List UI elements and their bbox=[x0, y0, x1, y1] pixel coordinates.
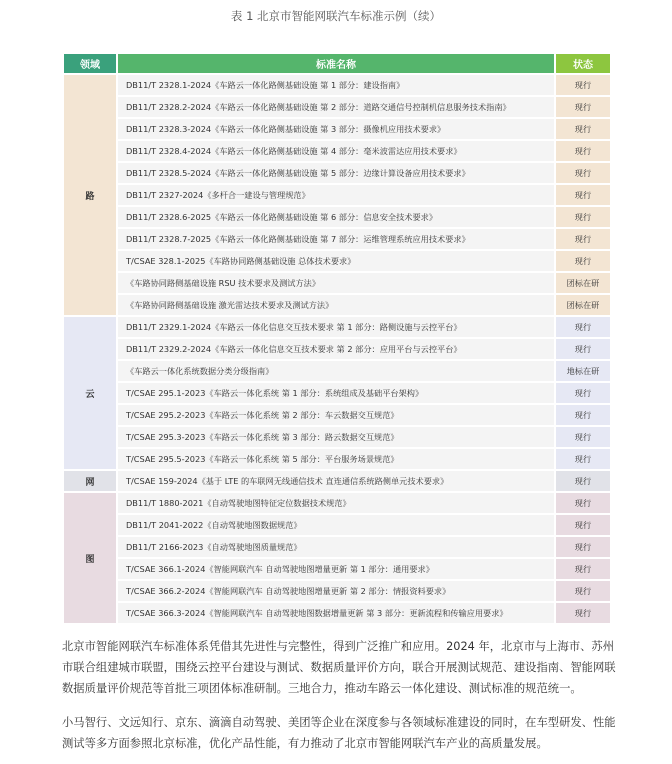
table-row bbox=[64, 207, 610, 227]
table-row bbox=[64, 537, 610, 557]
standard-name-cell: DB11/T 2328.6-2025《车路云一体化路侧基础设施 第 6 部分：信息安全技术要求》 bbox=[118, 207, 554, 227]
status-cell: 现行 bbox=[556, 427, 610, 447]
domain-cell: 图 bbox=[64, 493, 116, 623]
domain-cell: 路 bbox=[64, 75, 116, 315]
table-row bbox=[64, 405, 610, 425]
standard-name-cell: T/CSAE 366.3-2024《智能网联汽车 自动驾驶地图数据增量更新 第 3 部分：更新流程和传输应用要求》 bbox=[118, 603, 554, 623]
standard-name-cell: 《车路协同路侧基础设施 RSU 技术要求及测试方法》 bbox=[118, 273, 554, 293]
standard-name-cell: T/CSAE 159-2024《基于 LTE 的车联网无线通信技术 直连通信系统路侧单元技术要求》 bbox=[118, 471, 554, 491]
standard-name-cell: T/CSAE 295.3-2023《车路云一体化系统 第 3 部分：路云数据交互规范》 bbox=[118, 427, 554, 447]
standard-name-cell: DB11/T 2328.3-2024《车路云一体化路侧基础设施 第 3 部分：摄像机应用技术要求》 bbox=[118, 119, 554, 139]
header-status: 状态 bbox=[556, 54, 610, 73]
paragraph-city-alliance: 北京市智能网联汽车标准体系凭借其先进性与完整性，得到广泛推广和应用。2024 年，北京市与上海市、苏州市联合组建城市联盟，围绕云控平台建设与测试、数据质量评价方向，联合开展测试规范、建设指南、智能网联数据质量评价规范等首批三项团体标准研制。三地合力，推动车路云一体化建设、测试标准的规范统一。 bbox=[62, 640, 616, 695]
status-cell: 现行 bbox=[556, 75, 610, 95]
status-cell: 地标在研 bbox=[556, 361, 610, 381]
table-row bbox=[64, 317, 610, 337]
standard-name-cell: DB11/T 2328.4-2024《车路云一体化路侧基础设施 第 4 部分：毫米波雷达应用技术要求》 bbox=[118, 141, 554, 161]
table-row bbox=[64, 383, 610, 403]
table-row bbox=[64, 559, 610, 579]
status-cell: 现行 bbox=[556, 119, 610, 139]
status-cell: 团标在研 bbox=[556, 295, 610, 315]
standard-name-cell: T/CSAE 295.5-2023《车路云一体化系统 第 5 部分：平台服务场景规范》 bbox=[118, 449, 554, 469]
domain-cell: 云 bbox=[64, 317, 116, 469]
table-row bbox=[64, 603, 610, 623]
table-row bbox=[64, 427, 610, 447]
standard-name-cell: DB11/T 2328.5-2024《车路云一体化路侧基础设施 第 5 部分：边缘计算设备应用技术要求》 bbox=[118, 163, 554, 183]
status-cell: 现行 bbox=[556, 405, 610, 425]
table-row bbox=[64, 493, 610, 513]
standard-name-cell: 《车路云一体化系统数据分类分级指南》 bbox=[118, 361, 554, 381]
table-row bbox=[64, 295, 610, 315]
table-row bbox=[64, 119, 610, 139]
status-cell: 现行 bbox=[556, 251, 610, 271]
header-standard-name: 标准名称 bbox=[118, 54, 554, 73]
standard-name-cell: DB11/T 2328.7-2025《车路云一体化路侧基础设施 第 7 部分：运维管理系统应用技术要求》 bbox=[118, 229, 554, 249]
status-cell: 现行 bbox=[556, 537, 610, 557]
status-cell: 现行 bbox=[556, 141, 610, 161]
status-cell: 现行 bbox=[556, 229, 610, 249]
domain-cell: 网 bbox=[64, 471, 116, 491]
header-domain: 领域 bbox=[64, 54, 116, 73]
table-row bbox=[64, 141, 610, 161]
standard-name-cell: 《车路协同路侧基础设施 激光雷达技术要求及测试方法》 bbox=[118, 295, 554, 315]
standard-name-cell: T/CSAE 328.1-2025《车路协同路侧基础设施 总体技术要求》 bbox=[118, 251, 554, 271]
table-header-row bbox=[64, 54, 610, 73]
table-row bbox=[64, 75, 610, 95]
status-cell: 现行 bbox=[556, 97, 610, 117]
standard-name-cell: T/CSAE 366.1-2024《智能网联汽车 自动驾驶地图增量更新 第 1 部分：通用要求》 bbox=[118, 559, 554, 579]
table-body bbox=[64, 75, 610, 623]
table-row bbox=[64, 229, 610, 249]
table-row bbox=[64, 251, 610, 271]
table-row bbox=[64, 361, 610, 381]
status-cell: 团标在研 bbox=[556, 273, 610, 293]
standard-name-cell: DB11/T 1880-2021《自动驾驶地图特征定位数据技术规范》 bbox=[118, 493, 554, 513]
standard-name-cell: DB11/T 2329.2-2024《车路云一体化信息交互技术要求 第 2 部分：应用平台与云控平台》 bbox=[118, 339, 554, 359]
table-row bbox=[64, 581, 610, 601]
paragraph-enterprises: 小马智行、文远知行、京东、滴滴自动驾驶、美团等企业在深度参与各领域标准建设的同时，在车型研发、性能测试等多方面参照北京标准，优化产品性能，有力推动了北京市智能网联汽车产业的高质量发展。 bbox=[62, 716, 616, 750]
standard-name-cell: DB11/T 2328.2-2024《车路云一体化路侧基础设施 第 2 部分：道路交通信号控制机信息服务技术指南》 bbox=[118, 97, 554, 117]
status-cell: 现行 bbox=[556, 317, 610, 337]
standard-name-cell: T/CSAE 366.2-2024《智能网联汽车 自动驾驶地图增量更新 第 2 部分：情报资料要求》 bbox=[118, 581, 554, 601]
status-cell: 现行 bbox=[556, 493, 610, 513]
standard-name-cell: DB11/T 2041-2022《自动驾驶地图数据规范》 bbox=[118, 515, 554, 535]
standard-name-cell: T/CSAE 295.1-2023《车路云一体化系统 第 1 部分：系统组成及基础平台架构》 bbox=[118, 383, 554, 403]
table-row bbox=[64, 97, 610, 117]
table-row bbox=[64, 515, 610, 535]
status-cell: 现行 bbox=[556, 559, 610, 579]
status-cell: 现行 bbox=[556, 383, 610, 403]
table-row bbox=[64, 273, 610, 293]
status-cell: 现行 bbox=[556, 603, 610, 623]
standard-name-cell: DB11/T 2328.1-2024《车路云一体化路侧基础设施 第 1 部分：建设指南》 bbox=[118, 75, 554, 95]
status-cell: 现行 bbox=[556, 163, 610, 183]
table-row bbox=[64, 449, 610, 469]
standard-name-cell: T/CSAE 295.2-2023《车路云一体化系统 第 2 部分：车云数据交互规范》 bbox=[118, 405, 554, 425]
standards-table bbox=[62, 52, 612, 625]
status-cell: 现行 bbox=[556, 449, 610, 469]
table-row bbox=[64, 471, 610, 491]
status-cell: 现行 bbox=[556, 581, 610, 601]
standard-name-cell: DB11/T 2166-2023《自动驾驶地图质量规范》 bbox=[118, 537, 554, 557]
status-cell: 现行 bbox=[556, 471, 610, 491]
status-cell: 现行 bbox=[556, 185, 610, 205]
table-row bbox=[64, 163, 610, 183]
table-row bbox=[64, 185, 610, 205]
standard-name-cell: DB11/T 2327-2024《多杆合一建设与管理规范》 bbox=[118, 185, 554, 205]
table-row bbox=[64, 339, 610, 359]
status-cell: 现行 bbox=[556, 339, 610, 359]
standard-name-cell: DB11/T 2329.1-2024《车路云一体化信息交互技术要求 第 1 部分：路侧设施与云控平台》 bbox=[118, 317, 554, 337]
status-cell: 现行 bbox=[556, 207, 610, 227]
status-cell: 现行 bbox=[556, 515, 610, 535]
table-caption: 表 1 北京市智能网联汽车标准示例（续） bbox=[230, 9, 442, 23]
